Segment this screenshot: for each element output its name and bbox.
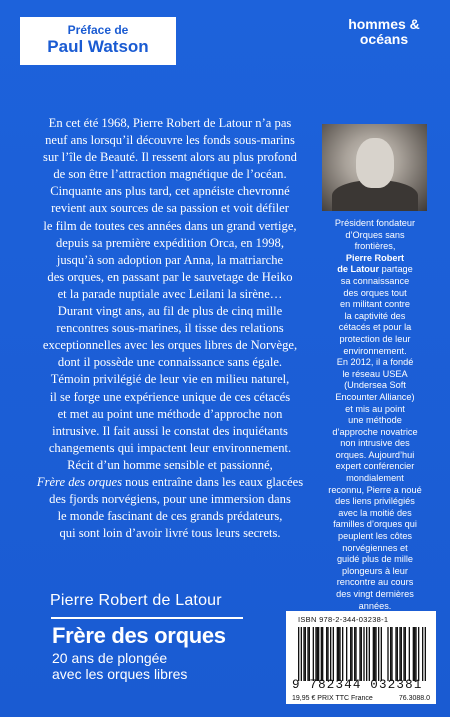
- blurb-line: depuis sa première expédition Orca, en 1998,: [55, 235, 284, 250]
- blurb-line: sur l’île de Beauté. Il ressent alors au plus profond: [43, 150, 297, 165]
- bio-name-bold: Pierre Robert: [345, 252, 405, 263]
- blurb-line: de son être l’attraction magnétique de l’océan.: [53, 167, 287, 182]
- bio-line: plongeurs à leur: [342, 565, 408, 576]
- book-subtitle: [52, 650, 187, 682]
- bio-line: non intrusive des: [340, 438, 410, 449]
- bio-line: protection de leur: [339, 333, 411, 344]
- blurb-line: En cet été 1968, Pierre Robert de Latour n’a pas: [48, 116, 292, 130]
- blurb-line: qui sont loin d’avoir livré tous leurs secrets.: [59, 526, 281, 541]
- barcode-icon: [298, 627, 426, 681]
- bio-line: sa connaissance: [340, 275, 410, 286]
- book-title-italic: Frère des orques: [36, 474, 122, 489]
- blurb-line: exceptionnelles avec les orques libres de Norvège,: [42, 338, 298, 353]
- bio-line: des orques tout: [343, 287, 407, 298]
- bio-line: en militant contre: [340, 299, 410, 310]
- preface-label: Préface de: [67, 23, 129, 37]
- bio-line: d’approche novatrice: [332, 426, 418, 437]
- author-bio: [314, 218, 436, 612]
- blurb-line: des fjords norvégiens, pour une immersion dans: [49, 492, 291, 507]
- blurb-text: [36, 115, 304, 542]
- blurb-line: [36, 474, 304, 491]
- bio-line: rencontre au cours: [336, 577, 414, 588]
- bio-line: guidé plus de mille: [336, 554, 414, 565]
- barcode-label: [286, 611, 436, 704]
- bio-line: Encounter Alliance): [335, 391, 415, 402]
- blurb-line: Témoin privilégié de leur vie en milieu naturel,: [50, 372, 290, 387]
- bio-line: orques. Aujourd’hui: [335, 449, 415, 460]
- blurb-lines: [36, 115, 304, 474]
- blurb-line: intrusive. Il fait aussi le constat des inquiétants: [52, 423, 288, 438]
- blurb-line: il se forge une expérience unique de ces cétacés: [49, 389, 291, 404]
- bio-line: la captivité des: [344, 310, 406, 321]
- bio-line: cétacés et pour la: [338, 322, 412, 333]
- publisher-logo-line1: hommes &: [348, 16, 420, 32]
- title-divider: [51, 617, 243, 619]
- book-title: Frère des orques: [52, 623, 226, 648]
- bio-line: des vingt dernières: [336, 589, 414, 599]
- publisher-logo-line2: océans: [359, 31, 409, 47]
- subtitle-line: avec les orques libres: [52, 666, 188, 682]
- blurb-line: dont il possède une connaissance sans égale.: [57, 355, 283, 370]
- bio-line: une méthode: [348, 415, 402, 426]
- blurb-closing: [36, 491, 304, 542]
- bio-line: environnement.: [343, 345, 407, 356]
- subtitle-line: 20 ans de plongée: [52, 650, 168, 666]
- blurb-line: Récit d’un homme sensible et passionné,: [67, 457, 273, 472]
- blurb-line: Durant vingt ans, au fil de plus de cinq mille: [57, 304, 283, 319]
- price-text: 19,95 € PRIX TTC France: [292, 695, 373, 702]
- bio-line: Président fondateur: [334, 218, 416, 228]
- isbn-text: ISBN 978-2-344-03238-1: [298, 615, 389, 624]
- author-photo-face: [356, 138, 394, 188]
- bio-line: années.: [358, 600, 392, 611]
- bio-line: des liens privilégiés: [335, 496, 415, 507]
- blurb-line: neuf ans lorsqu’il découvre les fonds sous-marins: [45, 133, 295, 148]
- blurb-line: jusqu’à son adoption par Anna, la matriarche: [56, 252, 284, 267]
- product-code: 76.3088.0: [398, 695, 430, 702]
- bio-line: le réseau USEA: [342, 368, 408, 379]
- bio-body: [314, 276, 436, 612]
- bio-intro: [314, 218, 436, 253]
- publisher-logo: [335, 17, 433, 47]
- blurb-line: le monde fascinant de ces grands prédateurs,: [57, 509, 283, 524]
- bio-line: avec la moitié des: [338, 507, 412, 518]
- bio-line: mondialement: [346, 473, 404, 484]
- preface-badge: [20, 17, 176, 65]
- bio-line: frontières,: [354, 241, 396, 252]
- bio-name-bold: de Latour: [337, 264, 380, 275]
- bio-line: En 2012, il a fondé: [336, 357, 414, 368]
- blurb-line: changements qui impactent leur environnement.: [48, 440, 292, 455]
- blurb-line-rest: nous entraîne dans les eaux glacées: [121, 474, 304, 489]
- barcode-digits: 9 782344 032381: [292, 678, 423, 692]
- blurb-line: et la parade nuptiale avec Leilani la sirène…: [57, 286, 283, 301]
- bio-line: peuplent les côtes: [337, 531, 413, 542]
- bio-line: (Undersea Soft: [344, 380, 406, 391]
- author-name: Pierre Robert de Latour: [50, 592, 222, 609]
- bio-name-line: [314, 253, 436, 265]
- preface-author: Paul Watson: [47, 37, 149, 56]
- blurb-line: Cinquante ans plus tard, cet apnéiste chevronné: [50, 184, 290, 199]
- author-photo: [322, 124, 427, 211]
- bio-name-line: [314, 264, 436, 276]
- bio-line: et mis au point: [345, 403, 405, 414]
- bio-line: familles d’orques qui: [333, 519, 417, 530]
- blurb-line: des orques, en passant par le sauvetage de Heiko: [47, 269, 293, 284]
- blurb-line: le film de toutes ces années dans un grand vertige,: [43, 218, 297, 233]
- bio-line: expert conférencier: [335, 461, 415, 472]
- bio-line: d’Orques sans: [345, 229, 405, 240]
- bio-name-rest: partage: [379, 264, 413, 275]
- bio-line: norvégiennes et: [342, 542, 408, 553]
- blurb-line: revient aux sources de sa passion et voit défiler: [51, 201, 289, 216]
- blurb-line: et met au point une méthode d’approche non: [57, 406, 283, 421]
- bio-line: reconnu, Pierre a noué: [328, 484, 422, 495]
- blurb-line: rencontres sous-marines, il tisse des relations: [56, 321, 284, 336]
